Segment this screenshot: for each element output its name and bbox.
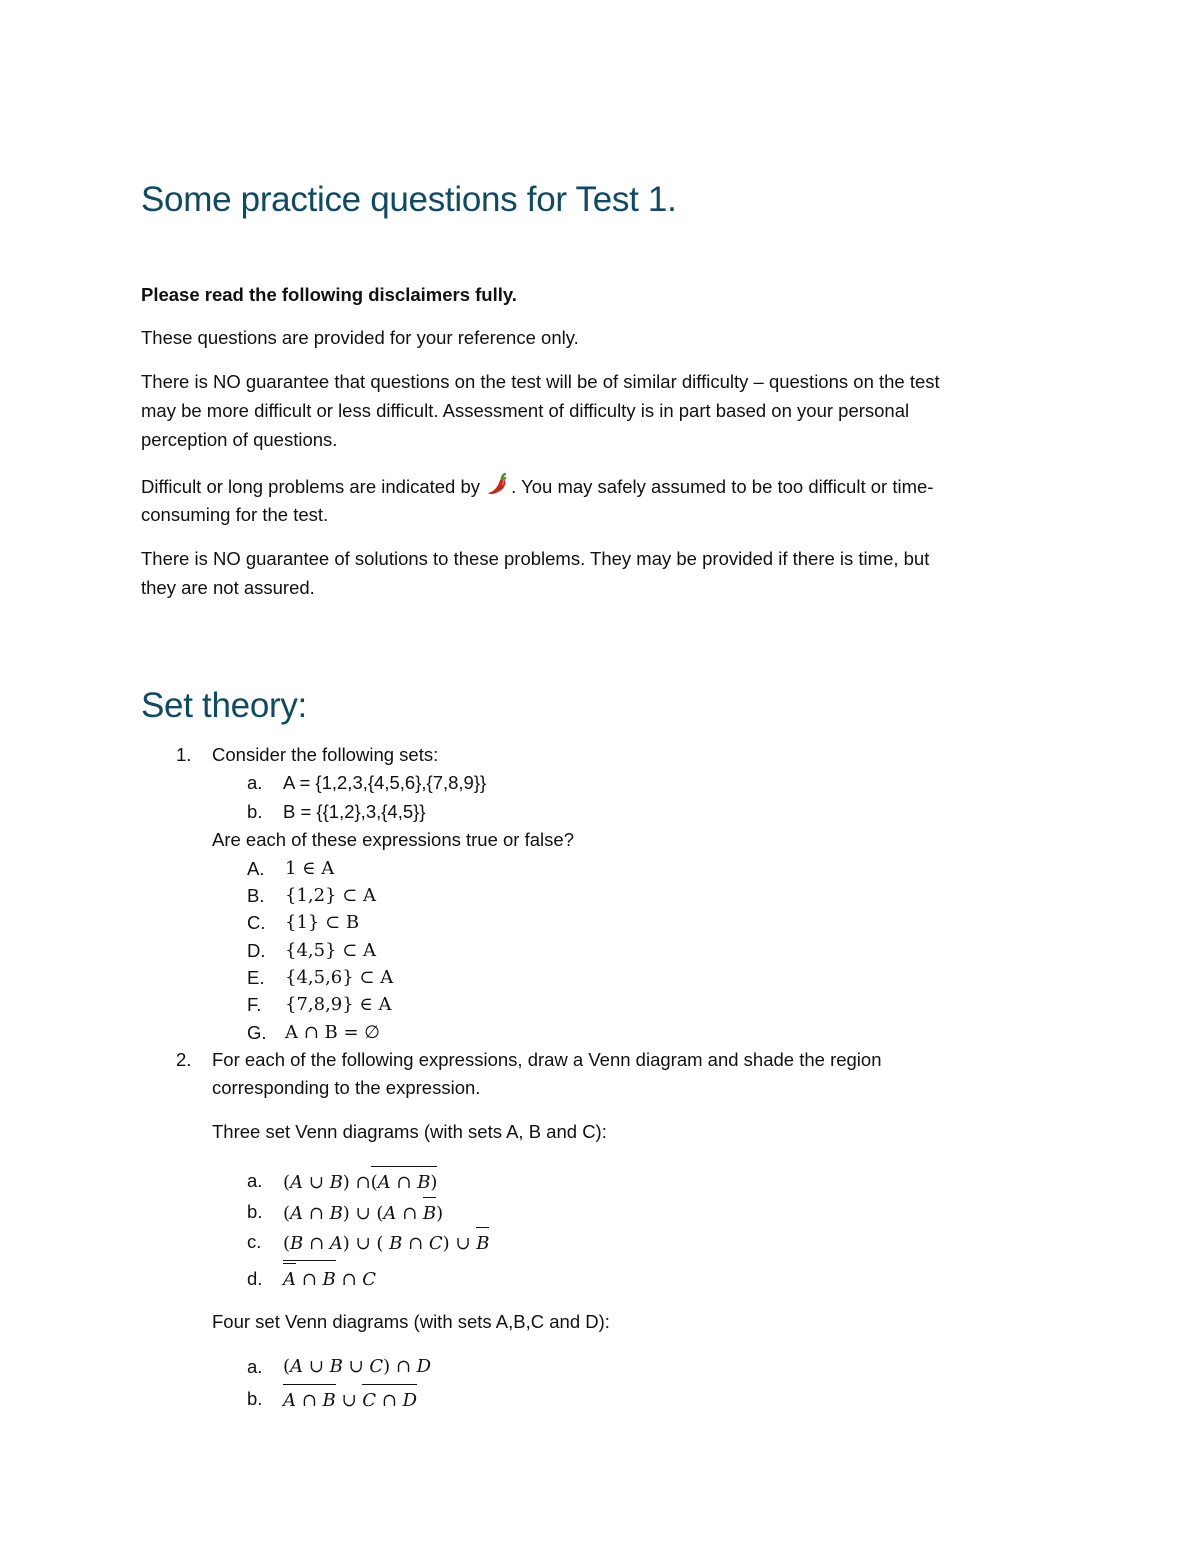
q1-number: 1. — [176, 744, 192, 765]
section-heading-set-theory: Set theory: — [141, 686, 307, 725]
disclaimer-heading: Please read the following disclaimers fully. — [141, 284, 517, 305]
q1-item-label: A. — [247, 858, 265, 879]
q1-item-label: D. — [247, 940, 266, 961]
three-set-label-d: d. — [247, 1268, 263, 1289]
q1-item-expr: {7,8,9} ∈ A — [285, 994, 392, 1015]
disclaimer-reference: These questions are provided for your reference only. — [141, 327, 579, 348]
disclaimer-indicator-line2: consuming for the test. — [141, 504, 329, 525]
three-set-expr-b: (A ∩ B) ∪ (A ∩ B) — [283, 1197, 443, 1228]
disclaimer-indicator-line1 — [141, 472, 933, 501]
disclaimer-difficulty-line1: There is NO guarantee that questions on the test will be of similar difficulty – questions on the test — [141, 371, 940, 392]
three-set-label-a: a. — [247, 1170, 263, 1191]
q1-item-expr: {4,5,6} ⊂ A — [285, 967, 394, 988]
indicator-text-post: . You may safely assumed to be too difficult or time- — [511, 476, 934, 497]
q1-set-b-text: B = {{1,2},3,{4,5}} — [283, 801, 426, 822]
four-set-heading: Four set Venn diagrams (with sets A,B,C and D): — [212, 1311, 610, 1332]
three-set-label-c: c. — [247, 1231, 262, 1252]
three-set-label-b: b. — [247, 1201, 263, 1222]
q1-item-label: G. — [247, 1022, 267, 1043]
q1-prompt: Are each of these expressions true or false? — [212, 829, 574, 850]
q1-set-a-label: a. — [247, 772, 263, 793]
q1-set-a-text: A = {1,2,3,{4,5,6},{7,8,9}} — [283, 772, 487, 793]
q1-set-b-label: b. — [247, 801, 263, 822]
q1-item-expr: 1 ∈ A — [285, 858, 335, 879]
q2-text-line1: For each of the following expressions, draw a Venn diagram and shade the region — [212, 1049, 882, 1070]
three-set-expr-d: A ∩ B ∩ C — [283, 1260, 376, 1294]
four-set-expr-a: (A ∪ B ∪ C) ∩ D — [283, 1356, 432, 1377]
disclaimer-solutions-line2: they are not assured. — [141, 577, 315, 598]
q1-item-label: F. — [247, 994, 262, 1015]
q2-text-line2: corresponding to the expression. — [212, 1077, 481, 1098]
four-set-label-a: a. — [247, 1356, 263, 1377]
three-set-heading: Three set Venn diagrams (with sets A, B and C): — [212, 1121, 607, 1142]
indicator-text-pre: Difficult or long problems are indicated by — [141, 476, 480, 497]
page-title: Some practice questions for Test 1. — [141, 180, 677, 219]
four-set-label-b: b. — [247, 1388, 263, 1409]
disclaimer-difficulty-line3: perception of questions. — [141, 429, 338, 450]
chili-pepper-icon — [485, 472, 511, 498]
disclaimer-difficulty-line2: may be more difficult or less difficult. Assessment of difficulty is in part based on your personal — [141, 400, 910, 421]
q1-text: Consider the following sets: — [212, 744, 439, 765]
q1-item-expr: {1} ⊂ B — [285, 912, 360, 933]
four-set-expr-b: A ∩ B ∪ C ∩ D — [283, 1384, 417, 1415]
q1-item-expr: {1,2} ⊂ A — [285, 885, 377, 906]
three-set-expr-c: (B ∩ A) ∪ ( B ∩ C) ∪ B — [283, 1227, 489, 1258]
disclaimer-solutions-line1: There is NO guarantee of solutions to these problems. They may be provided if there is time, but — [141, 548, 930, 569]
q1-item-expr: {4,5} ⊂ A — [285, 940, 377, 961]
q1-item-expr: A ∩ B = ∅ — [285, 1022, 380, 1043]
q1-item-label: B. — [247, 885, 265, 906]
three-set-expr-a: (A ∪ B) ∩(A ∩ B) — [283, 1166, 437, 1197]
q1-item-label: C. — [247, 912, 266, 933]
q1-item-label: E. — [247, 967, 265, 988]
q2-number: 2. — [176, 1049, 192, 1070]
